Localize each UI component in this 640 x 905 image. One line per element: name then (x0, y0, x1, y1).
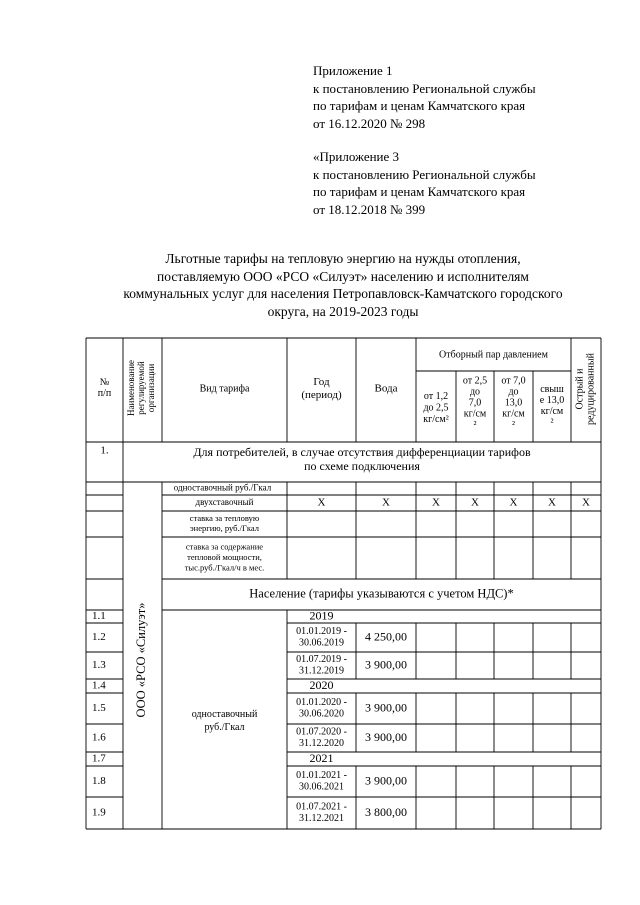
single-rate-rub-per-gcal: руб./Гкал (204, 721, 245, 733)
table-text (92, 349, 596, 824)
title-line: Льготные тарифы на тепловую энергию на нужды отопления, (165, 251, 521, 266)
period-dates: 01.07.2020 - (296, 726, 347, 738)
period-dates: 30.06.2019 (299, 637, 344, 649)
header-pressure-over-13-0: свыш (540, 383, 564, 395)
tariff-two-rate-label: двухставочный (195, 497, 254, 508)
x-mark: X (548, 496, 556, 509)
header-organization: Наименование (126, 359, 137, 417)
header-pressure-7-0-to-13-0: от 7,0 (501, 375, 526, 387)
water-tariff-value: 3 800,00 (365, 804, 407, 819)
x-mark: X (432, 496, 440, 509)
row-number: 1.9 (92, 806, 106, 819)
header-pressure-2-5-to-7-0: ² (473, 419, 477, 431)
row-number: 1.3 (92, 659, 106, 672)
header-pressure-1-2-to-2-5: кг/см² (423, 413, 449, 425)
tariff-capacity-rate-label: ставка за содержание (185, 541, 264, 552)
header-year-period: (период) (301, 389, 342, 402)
header-pressure-2-5-to-7-0: от 2,5 (462, 375, 488, 387)
tariff-capacity-rate-label: тепловой мощности, (187, 551, 262, 562)
period-dates: 01.07.2019 - (296, 654, 347, 666)
water-tariff-value: 3 900,00 (365, 773, 407, 788)
period-dates: 01.01.2021 - (296, 770, 347, 782)
header-pressure-over-13-0: е 13,0 (539, 394, 565, 406)
single-rate-rub-per-gcal: одноставочный (191, 708, 258, 720)
header-pressure-2-5-to-7-0: до (469, 386, 481, 398)
x-mark: X (317, 496, 326, 509)
period-dates: 01.01.2019 - (296, 626, 347, 638)
water-tariff-value: 3 900,00 (365, 700, 407, 715)
header-sharp-reduced-steam: редуцированный (585, 353, 597, 425)
annex-3-line: по тарифам и ценам Камчатского края (313, 184, 526, 199)
period-dates: 31.12.2021 (299, 813, 344, 825)
water-tariff-value: 4 250,00 (365, 629, 407, 644)
header-organization: организации (146, 363, 157, 413)
row-number: 1.8 (92, 775, 106, 788)
row-number: 1.4 (92, 679, 106, 692)
section-1-title: Для потребителей, в случае отсутствия дифференциации тарифов (193, 444, 531, 459)
year-heading: 2019 (309, 608, 334, 623)
header-number: п/п (97, 387, 112, 399)
section-1-title: по схеме подключения (304, 458, 420, 473)
header-organization: регулируемой (136, 361, 147, 415)
header-pressure-over-13-0: кг/см (540, 405, 564, 417)
annex-3-line: к постановлению Региональной службы (313, 166, 536, 182)
annex-1-line: по тарифам и ценам Камчатского края (313, 98, 526, 113)
period-dates: 31.12.2019 (299, 665, 344, 677)
year-heading: 2020 (309, 677, 334, 692)
x-mark: X (382, 496, 390, 509)
header-sharp-reduced-steam: Острый и (574, 368, 586, 410)
row-number: 1.1 (92, 610, 106, 623)
header-pressure-7-0-to-13-0: ² (512, 419, 515, 431)
header-pressure-7-0-to-13-0: до (508, 386, 519, 398)
x-mark: X (582, 496, 590, 509)
header-number: № (99, 376, 110, 388)
x-mark: X (509, 496, 518, 509)
header-year-period: Год (313, 376, 330, 389)
period-dates: 01.01.2020 - (296, 697, 347, 709)
annex-1-line: Приложение 1 (313, 63, 393, 78)
header-tariff-type: Вид тарифа (199, 383, 250, 395)
header-steam-pressure-group: Отборный пар давлением (439, 349, 548, 361)
population-label: Население (тарифы указываются с учетом НДС)* (249, 586, 514, 601)
title-line: коммунальных услуг для населения Петропавловск-Камчатского городского (123, 286, 563, 301)
period-dates: 31.12.2020 (299, 738, 344, 750)
period-dates: 30.06.2020 (299, 708, 344, 720)
header-pressure-over-13-0: ² (550, 416, 554, 428)
title-line: округа, на 2019-2023 годы (267, 303, 419, 319)
annex-3-line: «Приложение 3 (313, 149, 400, 164)
organization-name: ООО «РСО «Силуэт» (133, 602, 148, 718)
row-number: 1.6 (92, 731, 106, 744)
tariff-capacity-rate-label: тыс.руб./Гкал/ч в мес. (184, 562, 265, 573)
row-number: 1.2 (92, 631, 106, 644)
header-pressure-2-5-to-7-0: кг/см (463, 408, 487, 420)
tariff-energy-rate-label: ставка за тепловую (189, 512, 260, 523)
row-number: 1.5 (92, 702, 106, 715)
header-pressure-1-2-to-2-5: от 1,2 (423, 390, 449, 402)
x-mark: X (471, 496, 479, 509)
title-line: поставляемую ООО «РСО «Силуэт» населению и исполнителям (157, 268, 529, 284)
tariff-single-rate-label: одноставочный руб./Гкал (173, 482, 272, 493)
section-1-number: 1. (100, 444, 109, 457)
row-number: 1.7 (92, 752, 106, 765)
period-dates: 30.06.2021 (299, 781, 344, 793)
header-pressure-7-0-to-13-0: 13,0 (504, 397, 523, 409)
annex-3-line: от 18.12.2018 № 399 (313, 201, 426, 217)
header-water: Вода (374, 382, 398, 395)
water-tariff-value: 3 900,00 (365, 657, 407, 672)
annex-1-line: к постановлению Региональной службы (313, 80, 536, 96)
header-pressure-7-0-to-13-0: кг/см (502, 408, 525, 420)
year-heading: 2021 (309, 750, 334, 765)
period-dates: 01.07.2021 - (296, 801, 347, 813)
header-pressure-1-2-to-2-5: до 2,5 (423, 402, 449, 414)
annex-1-line: от 16.12.2020 № 298 (313, 115, 426, 131)
water-tariff-value: 3 900,00 (365, 729, 407, 744)
tariff-energy-rate-label: энергию, руб./Гкал (190, 522, 259, 533)
header-pressure-2-5-to-7-0: 7,0 (468, 397, 482, 409)
